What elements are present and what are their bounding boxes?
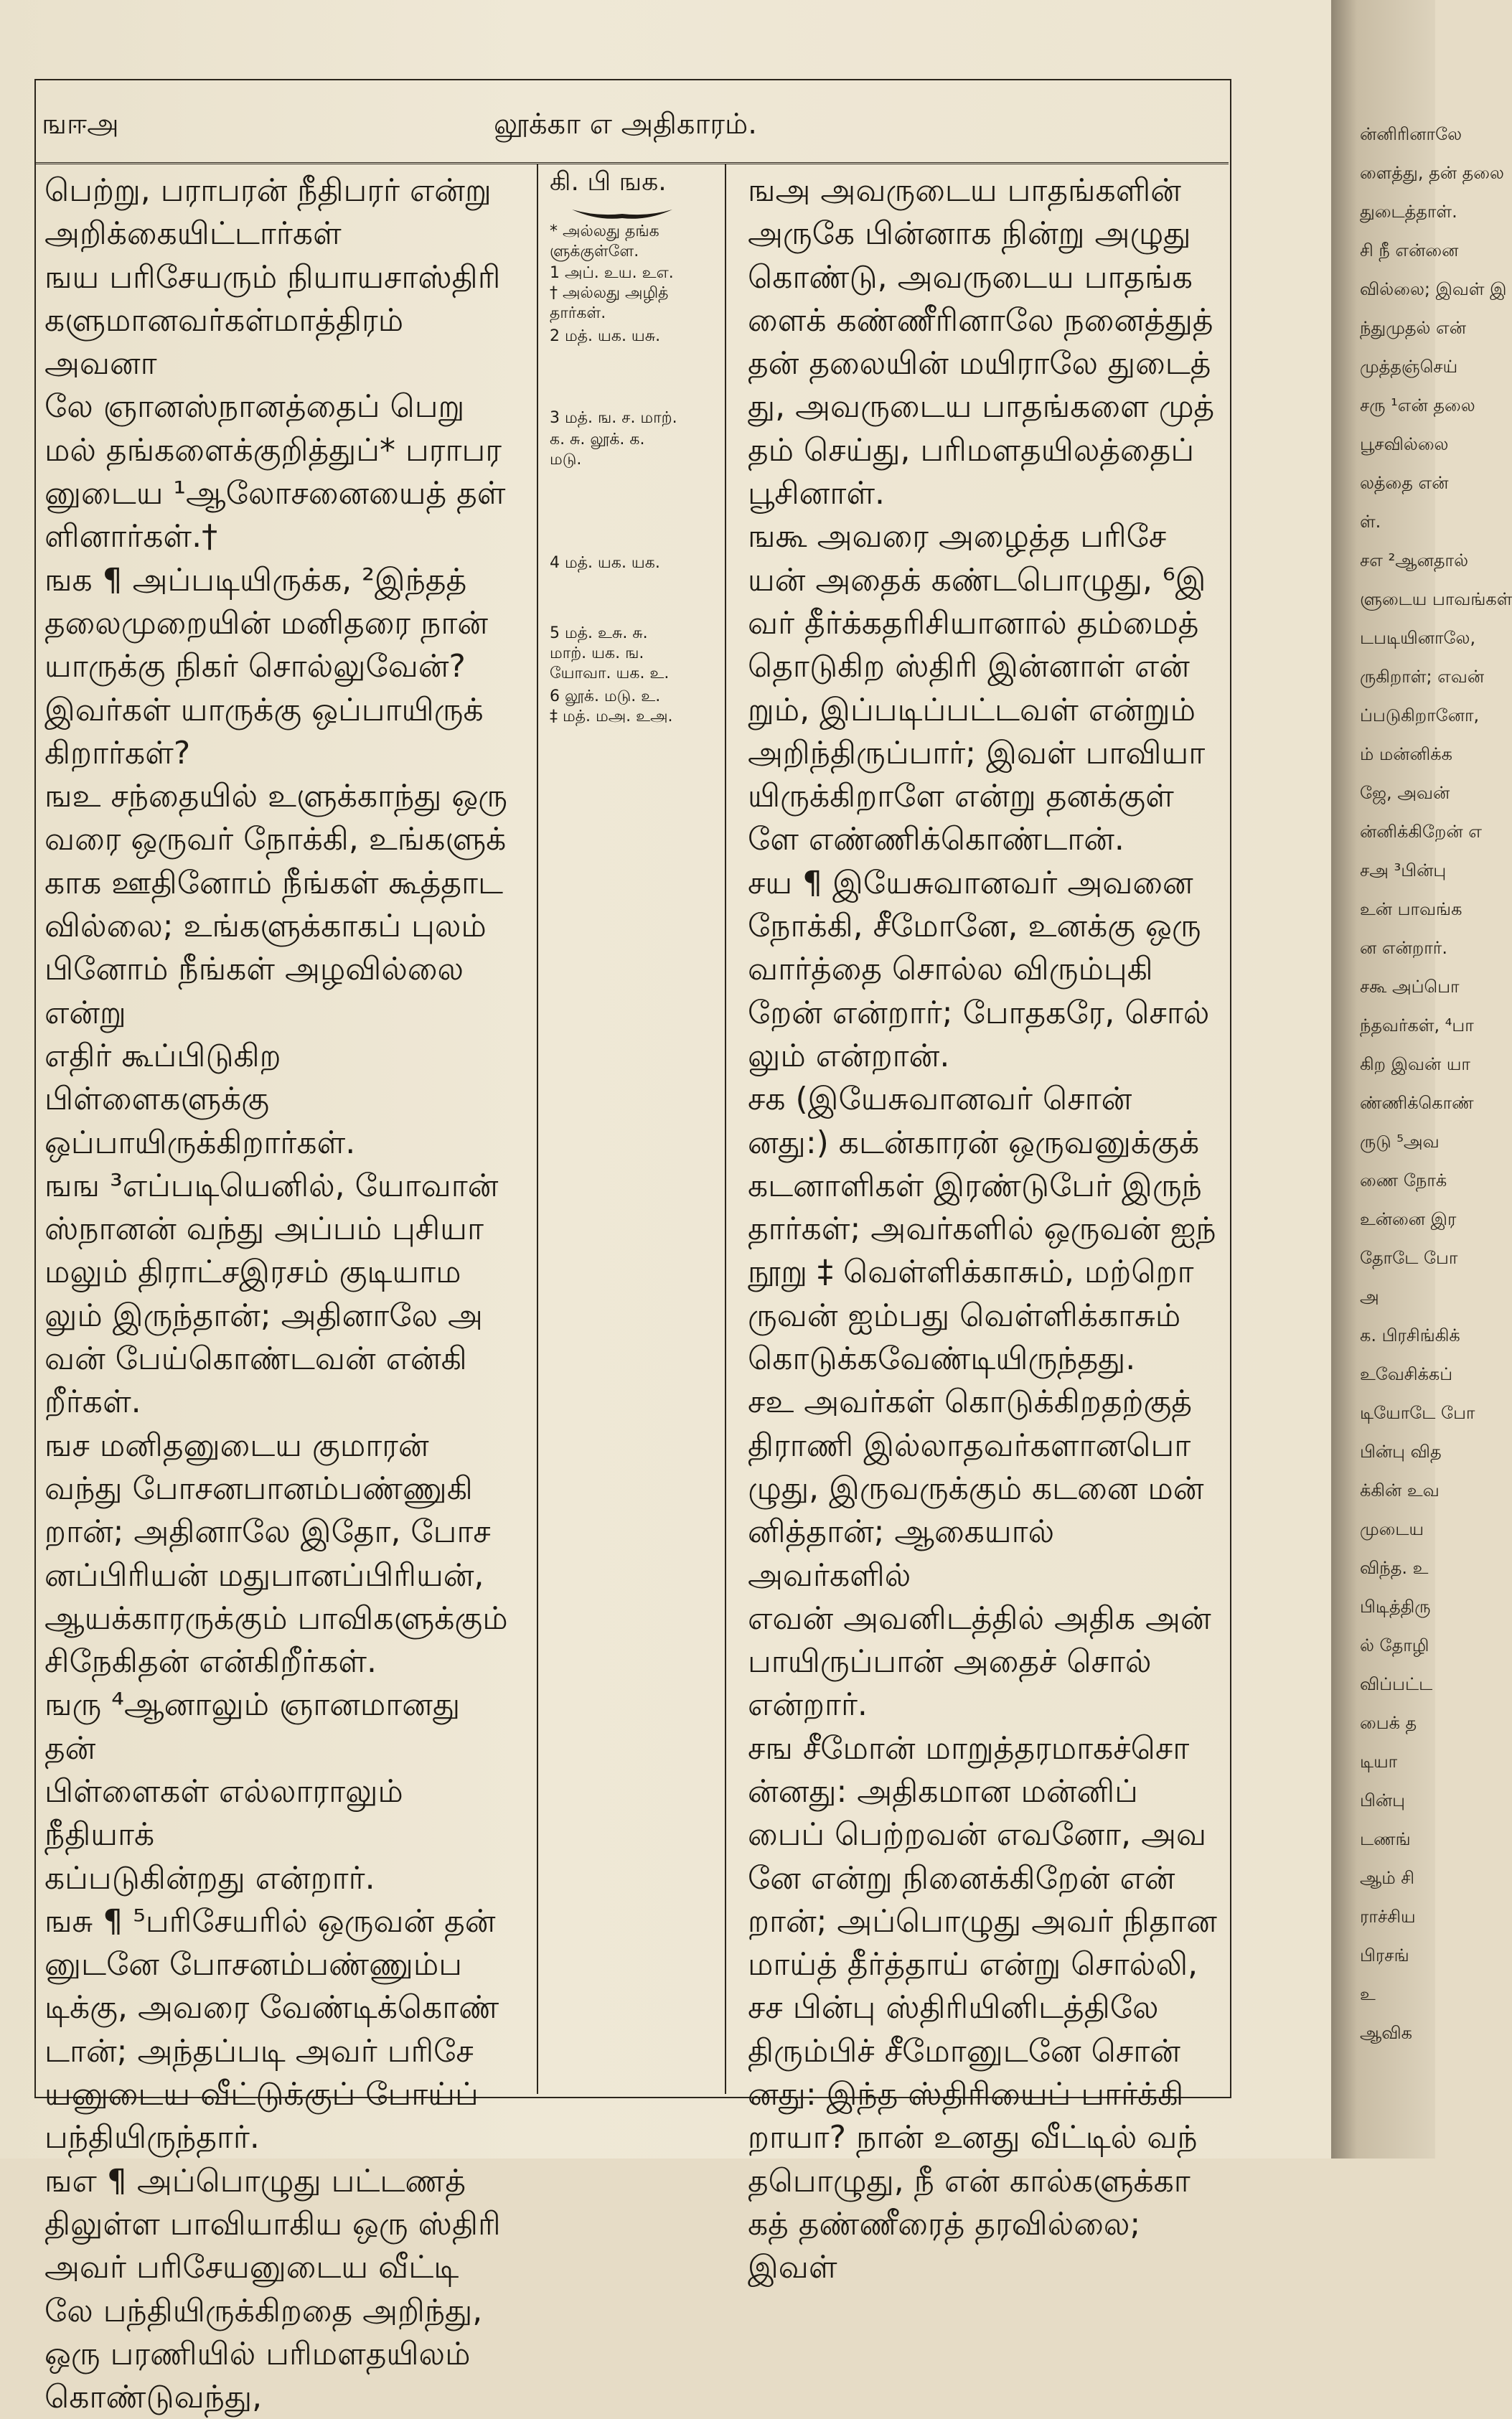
facing-page-fragment: முத்தஞ்செய் (1360, 357, 1458, 377)
running-title: லூக்கா எ அதிகாரம். (494, 108, 757, 141)
facing-page-fragment: சி நீ என்னை (1360, 240, 1459, 260)
facing-page-fragment: உன்னை இர (1360, 1209, 1457, 1229)
footnote: க. சு. லூக். க. (550, 431, 645, 448)
text-line: ழுது, இருவருக்கும் கடனை மன் (748, 1470, 1204, 1507)
facing-page-fragment: க. பிரசிங்கிக் (1360, 1325, 1460, 1345)
facing-page-fragment: ந்தவர்கள், ⁴பா (1360, 1015, 1474, 1035)
text-line: பாயிருப்பான் அதைச் சொல் (748, 1643, 1152, 1681)
text-line: வந்து போசனபானம்பண்ணுகி (44, 1470, 473, 1507)
facing-page-fragment: உ (1360, 1984, 1376, 2004)
text-line: னுடனே போசனம்பண்ணும்ப (44, 1946, 462, 1983)
text-line: ஙய பரிசேயரும் நியாயசாஸ்திரி (44, 258, 501, 296)
facing-page-fragment: க்கின் உவ (1360, 1480, 1440, 1500)
facing-page-fragment: பின்பு (1360, 1790, 1406, 1810)
text-line: கிறார்கள்? (44, 734, 191, 771)
text-line: டான்; அந்தப்படி அவர் பரிசே (44, 2032, 474, 2070)
facing-page-fragment: லத்தை என் (1360, 473, 1449, 493)
facing-page-fragment: டியா (1360, 1752, 1398, 1772)
facing-page-fragment: ன்னிரினாலே (1360, 124, 1462, 144)
footnote: யோவா. யக. உ. (550, 664, 670, 682)
text-line: லும் இருந்தான்; அதினாலே அ (44, 1297, 483, 1334)
column-rule-left (537, 164, 538, 2094)
footnote: 2 மத். யக. யசு. (550, 327, 661, 345)
text-line: னுடைய ¹ஆலோசனையைத் தள் (44, 475, 506, 512)
text-line: ஙஎ ¶ அப்பொழுது பட்டணத் (44, 2162, 466, 2199)
date-heading: கி. பி ஙக. (550, 167, 667, 197)
footnote: 4 மத். யக. யக. (550, 554, 660, 572)
text-line: லே பந்தியிருக்கிறதை அறிந்து, (44, 2292, 483, 2329)
facing-page-fragment: டபடியினாலே, (1360, 628, 1476, 648)
text-line: சிநேகிதன் என்கிறீர்கள். (44, 1643, 377, 1681)
facing-page-fragment: தோடே போ (1360, 1248, 1458, 1268)
text-line: ஙரு ⁴ஆனாலும் ஞானமானது தன் (44, 1686, 461, 1767)
text-line: தம் செய்து, பரிமளதயிலத்தைப் (748, 431, 1195, 469)
footnote: 6 லூக். மடு. உ. (550, 687, 661, 705)
text-line: பெற்று, பராபரன் நீதிபரர் என்று (44, 172, 492, 209)
text-line: பைப் பெற்றவன் எவனோ, அவ (748, 1816, 1207, 1854)
text-line: எதிர் கூப்பிடுகிற பிள்ளைகளுக்கு (44, 1037, 281, 1118)
facing-page-fragment: டணங் (1360, 1829, 1411, 1849)
facing-page-fragment: கிற இவன் யா (1360, 1054, 1470, 1074)
text-line: னது: இந்த ஸ்திரியைப் பார்க்கி (748, 2076, 1184, 2113)
facing-page-fragment: உன் பாவங்க (1360, 899, 1462, 919)
facing-page-fragment: சஎ ²ஆனதால் (1360, 550, 1468, 570)
footnote: 3 மத். ங. ச. மாற். (550, 409, 677, 427)
cross-reference-column (545, 167, 718, 725)
text-line: யிருக்கிறாளே என்று தனக்குள் (748, 778, 1174, 815)
footnote: † அல்லது அழித் (550, 284, 669, 302)
text-line: வன் பேய்கொண்டவன் என்கி (44, 1340, 467, 1378)
text-line: வார்த்தை சொல்ல விரும்புகி (748, 951, 1153, 988)
text-line: பூசினாள். (748, 475, 886, 512)
facing-page-fragment: சஅ ³பின்பு (1360, 860, 1447, 880)
text-line: அறிக்கையிட்டார்கள் (44, 215, 342, 253)
text-line: கொண்டுவந்து, (44, 2379, 263, 2416)
facing-page-fragment: விப்பட்ட (1360, 1674, 1433, 1694)
facing-page-fragment: பைக் த (1360, 1713, 1417, 1733)
text-line: அருகே பின்னாக நின்று அழுது (748, 215, 1191, 253)
text-line: தன் தலையின் மயிராலே துடைத் (748, 345, 1211, 382)
footnote: ‡ மத். மஅ. உஅ. (550, 708, 673, 725)
text-line: எவன் அவனிடத்தில் அதிக அன் (748, 1600, 1211, 1637)
facing-page-fragment: துடைத்தாள். (1360, 202, 1457, 222)
text-line: கப்படுகின்றது என்றார். (44, 1859, 375, 1897)
text-line: நூறு ‡ வெள்ளிக்காசும், மற்றொ (748, 1254, 1194, 1291)
text-line: ஙஅ அவருடைய பாதங்களின் (748, 172, 1181, 209)
facing-page-fragment: ன என்றார். (1360, 938, 1447, 958)
text-line: யாருக்கு நிகர் சொல்லுவேன்? (44, 648, 466, 685)
text-line: தார்கள்; அவர்களில் ஒருவன் ஐந் (748, 1211, 1216, 1248)
text-line: யனுடைய வீட்டுக்குப் போய்ப் (44, 2076, 479, 2113)
text-line: ஙசு ¶ ⁵பரிசேயரில் ஒருவன் தன் (44, 1902, 496, 1940)
text-line: னப்பிரியன் மதுபானப்பிரியன், (44, 1556, 484, 1594)
text-line: சக (இயேசுவானவர் சொன் (748, 1081, 1132, 1118)
facing-page-fragment: ருடு ⁵அவ (1360, 1132, 1440, 1152)
facing-page-fragment: ல் தோழி (1360, 1635, 1429, 1655)
text-line: ஙக ¶ அப்படியிருக்க, ²இந்தத் (44, 561, 467, 598)
text-line: ஙகூ அவரை அழைத்த பரிசே (748, 518, 1167, 555)
footnote: தார்கள். (550, 304, 606, 322)
text-line: வரை ஒருவர் நோக்கி, உங்களுக் (44, 821, 507, 858)
facing-page-fragment: பூசவில்லை (1360, 434, 1449, 454)
text-line: றேன் என்றார்; போதகரே, சொல் (748, 994, 1210, 1031)
facing-page-fragment: ஆவிக (1360, 2023, 1413, 2043)
text-line: திலுள்ள பாவியாகிய ஒரு ஸ்திரி (44, 2205, 501, 2242)
text-line: மாய்த் தீர்த்தாய் என்று சொல்லி, (748, 1946, 1198, 1983)
facing-page-fragment: உவேசிக்கப் (1360, 1364, 1453, 1384)
footnote: 5 மத். உசு. சு. (550, 624, 648, 642)
text-line: ளினார்கள்.† (44, 518, 218, 555)
text-line: னே என்று நினைக்கிறேன் என் (748, 1859, 1175, 1897)
facing-page-fragment: ள். (1360, 512, 1381, 532)
text-line: ஙங ³எப்படியெனில், யோவான் (44, 1167, 499, 1204)
right-text-column (748, 169, 1226, 2290)
text-line: அவர் பரிசேயனுடைய வீட்டி (44, 2249, 459, 2286)
text-line: னித்தான்; ஆகையால் அவர்களில் (748, 1513, 1055, 1594)
text-line: மல் தங்களைக்குறித்துப்* பராபர (44, 431, 502, 469)
text-line: சய ¶ இயேசுவானவர் அவனை (748, 864, 1193, 901)
text-line: யன் அதைக் கண்டபொழுது, ⁶இ (748, 561, 1206, 598)
facing-page-fragment: ம் மன்னிக்க (1360, 744, 1452, 764)
flourish-ornament (568, 202, 676, 224)
footnote: * அல்லது தங்க (550, 222, 659, 240)
facing-page-fragment: ணை நோக் (1360, 1170, 1447, 1190)
text-line: ன்னது: அதிகமான மன்னிப் (748, 1772, 1138, 1810)
text-line: லே ஞானஸ்நானத்தைப் பெறு (44, 388, 465, 426)
text-line: அறிந்திருப்பார்; இவள் பாவியா (748, 734, 1206, 771)
text-line: ஸ்நானன் வந்து அப்பம் புசியா (44, 1211, 484, 1248)
facing-page-fragment: சகூ அப்பொ (1360, 977, 1460, 997)
facing-page-fragment: ன்னிக்கிறேன் எ (1360, 822, 1483, 842)
text-line: கத் தண்ணீரைத் தரவில்லை; இவள் (748, 2205, 1141, 2286)
column-rule-right (725, 164, 726, 2094)
facing-page-edge (1331, 0, 1512, 2159)
facing-page-fragment: ப்படுகிறானோ, (1360, 705, 1480, 725)
facing-page-fragment: ருகிறாள்; எவன் (1360, 667, 1485, 687)
text-line: றீர்கள். (44, 1384, 141, 1421)
text-line: சங சீமோன் மாறுத்தரமாகச்சொ (748, 1729, 1190, 1767)
text-line: ளைக் கண்ணீரினாலே நனைத்துத் (748, 301, 1213, 339)
facing-page-fragment: ண்ணிக்கொண் (1360, 1093, 1474, 1113)
text-line: களுமானவர்கள்மாத்திரம் அவனா (44, 301, 404, 382)
facing-page-fragment: அ (1360, 1287, 1379, 1307)
text-line: பிள்ளைகள் எல்லாராலும் நீதியாக் (44, 1772, 403, 1854)
footnote: மடு. (550, 451, 582, 469)
text-line: வில்லை; உங்களுக்காகப் புலம் (44, 908, 487, 945)
left-text-column (44, 169, 511, 2419)
facing-page-fragment: ராச்சிய (1360, 1907, 1416, 1927)
text-line: வர் தீர்க்கதரிசியானால் தம்மைத் (748, 604, 1199, 642)
text-line: திரும்பிச் சீமோனுடனே சொன் (748, 2032, 1180, 2070)
page-header (34, 79, 1229, 164)
text-line: றான்; அப்பொழுது அவர் நிதான (748, 1902, 1217, 1940)
facing-page-fragment: டியோடே போ (1360, 1403, 1475, 1423)
text-line: ஆயக்காரருக்கும் பாவிகளுக்கும் (44, 1600, 508, 1637)
text-line: திராணி இல்லாதவர்களானபொ (748, 1427, 1191, 1464)
text-line: தொடுகிற ஸ்திரி இன்னாள் என் (748, 648, 1190, 685)
text-line: ஙஉ சந்தையில் உளுக்காந்து ஒரு (44, 778, 507, 815)
facing-page-fragment: ளைத்து, தன் தலை (1360, 163, 1504, 183)
footnote: ளுக்குள்ளே. (550, 243, 639, 260)
facing-page-fragment: பின்பு வித (1360, 1442, 1442, 1462)
text-line: லும் என்றான். (748, 1037, 950, 1074)
footnote: மாற். யக. ங. (550, 644, 644, 662)
text-line: னது:) கடன்காரன் ஒருவனுக்குக் (748, 1124, 1200, 1161)
facing-page-fragment: ளுடைய பாவங்கள் (1360, 589, 1512, 609)
text-line: து, அவருடைய பாதங்களை முத் (748, 388, 1215, 426)
text-line: சஉ அவர்கள் கொடுக்கிறதற்குத் (748, 1384, 1193, 1421)
text-line: றும், இப்படிப்பட்டவள் என்றும் (748, 691, 1196, 728)
facing-page-fragment: பிடித்திரு (1360, 1597, 1431, 1617)
text-line: மலும் திராட்சஇரசம் குடியாம (44, 1254, 461, 1291)
text-line: றாயா? நான் உனது வீட்டில் வந் (748, 2119, 1198, 2156)
text-line: ருவன் ஐம்பது வெள்ளிக்காசும் (748, 1297, 1181, 1334)
text-line: றான்; அதினாலே இதோ, போச (44, 1513, 491, 1551)
text-line: தலைமுறையின் மனிதரை நான் (44, 604, 489, 642)
facing-page-fragment: ஆம் சி (1360, 1868, 1415, 1888)
text-line: பந்தியிருந்தார். (44, 2119, 260, 2156)
text-line: ஒப்பாயிருக்கிறார்கள். (44, 1124, 356, 1161)
text-line: ஒரு பரணியில் பரிமளதயிலம் (44, 2335, 471, 2372)
text-line: இவர்கள் யாருக்கு ஒப்பாயிருக் (44, 691, 484, 728)
facing-page-fragment: விந்த. உ (1360, 1558, 1429, 1578)
text-line: டிக்கு, அவரை வேண்டிக்கொண் (44, 1989, 499, 2026)
text-line: கொண்டு, அவருடைய பாதங்க (748, 258, 1193, 296)
text-line: காக ஊதினோம் நீங்கள் கூத்தாட (44, 864, 504, 901)
facing-page-fragment: முடைய (1360, 1519, 1424, 1539)
text-line: நோக்கி, சீமோனே, உனக்கு ஒரு (748, 908, 1201, 945)
text-line: சச பின்பு ஸ்திரியினிடத்திலே (748, 1989, 1159, 2026)
facing-page-fragment: சரு ¹என் தலை (1360, 395, 1475, 415)
facing-page-fragment: ஜே, அவன் (1360, 783, 1450, 803)
text-line: ஙச மனிதனுடைய குமாரன் (44, 1427, 429, 1464)
facing-page-fragment: வில்லை; இவள் இ (1360, 279, 1507, 299)
text-line: கடனாளிகள் இரண்டுபேர் இருந் (748, 1167, 1202, 1204)
text-line: பினோம் நீங்கள் அழவில்லை என்று (44, 951, 464, 1031)
text-line: என்றார். (748, 1686, 868, 1724)
text-line: ளே எண்ணிக்கொண்டான். (748, 821, 1124, 858)
facing-page-fragment: பிரசங் (1360, 1945, 1409, 1965)
page-number: ஙஈஅ (42, 108, 119, 141)
facing-page-fragment: ந்துமுதல் என் (1360, 318, 1467, 338)
text-line: தபொழுது, நீ என் கால்களுக்கா (748, 2162, 1191, 2199)
footnote: 1 அப். உய. உஎ. (550, 264, 674, 282)
text-line: கொடுக்கவேண்டியிருந்தது. (748, 1340, 1136, 1378)
